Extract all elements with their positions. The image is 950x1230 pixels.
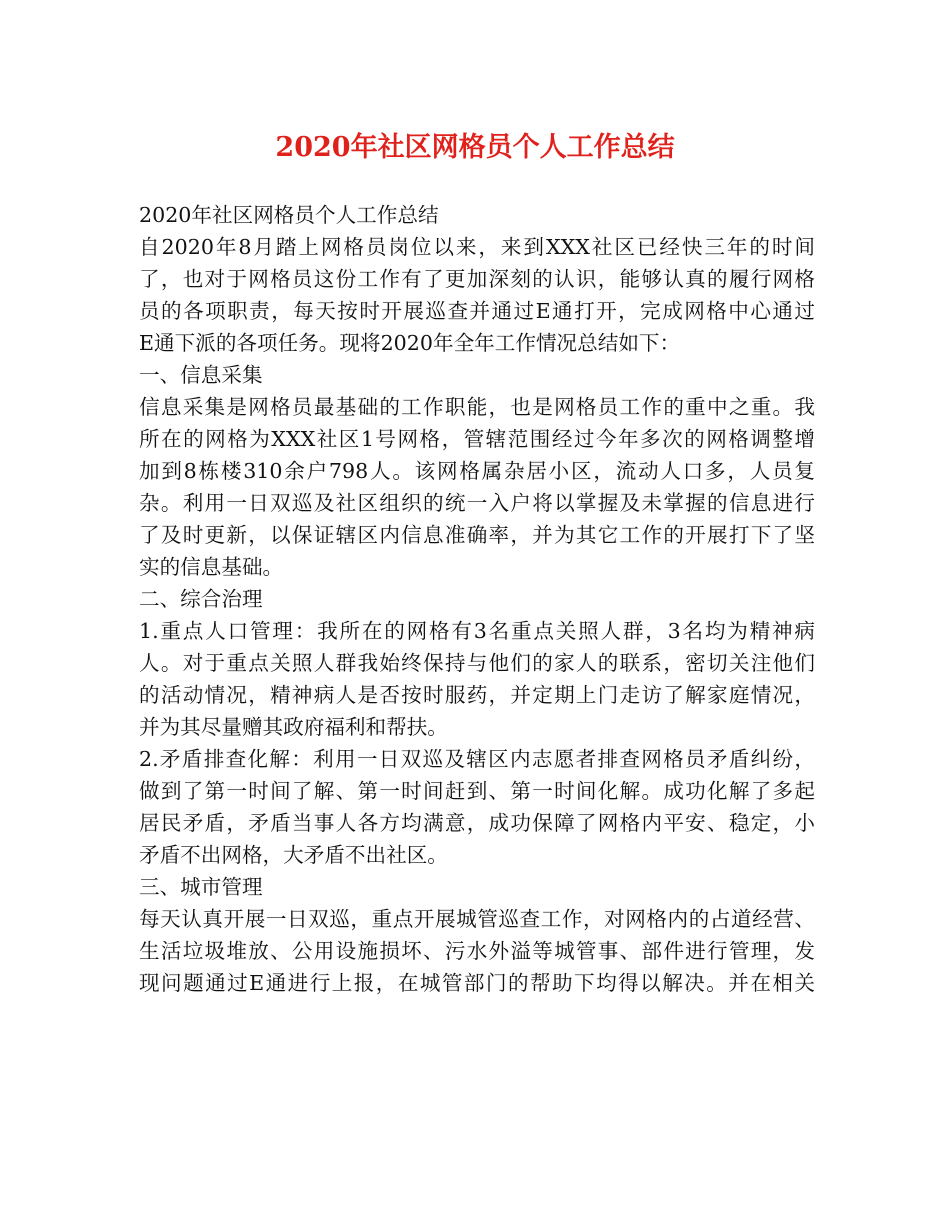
text-line: 2.矛盾排查化解：利用一日双巡及辖区内志愿者排查网格员矛盾纠纷， <box>139 747 815 771</box>
text-line: 矛盾不出网格，大矛盾不出社区。 <box>139 843 448 867</box>
text-line: 了，也对于网格员这份工作有了更加深刻的认识，能够认真的履行网格 <box>139 267 815 291</box>
document-title: 2020年社区网格员个人工作总结 <box>275 132 675 163</box>
text-line: 了及时更新，以保证辖区内信息准确率，并为其它工作的开展打下了坚 <box>139 523 815 547</box>
text-line: 一、信息采集 <box>139 363 263 387</box>
text-line: 所在的网格为XXX社区1号网格，管辖范围经过今年多次的网格调整增 <box>139 427 815 451</box>
text-line: 做到了第一时间了解、第一时间赶到、第一时间化解。成功化解了多起 <box>139 779 815 803</box>
text-line: 二、综合治理 <box>139 587 263 611</box>
text-line: 现问题通过E通进行上报，在城管部门的帮助下均得以解决。并在相关 <box>139 971 815 995</box>
text-line: 并为其尽量赠其政府福利和帮扶。 <box>139 715 448 739</box>
text-line: 员的各项职责，每天按时开展巡查并通过E通打开，完成网格中心通过 <box>139 299 815 323</box>
text-line: 信息采集是网格员最基础的工作职能，也是网格员工作的重中之重。我 <box>139 395 815 419</box>
text-line: 杂。利用一日双巡及社区组织的统一入户将以掌握及未掌握的信息进行 <box>139 491 815 515</box>
text-line: 1.重点人口管理：我所在的网格有3名重点关照人群，3名均为精神病 <box>139 619 815 643</box>
text-line: 2020年社区网格员个人工作总结 <box>139 203 439 227</box>
text-line: 生活垃圾堆放、公用设施损坏、污水外溢等城管事、部件进行管理，发 <box>139 939 815 963</box>
text-line: 人。对于重点关照人群我始终保持与他们的家人的联系，密切关注他们 <box>139 651 815 675</box>
text-line: 每天认真开展一日双巡，重点开展城管巡查工作，对网格内的占道经营、 <box>139 907 815 931</box>
document-body <box>139 199 815 999</box>
text-line: E通下派的各项任务。现将2020年全年工作情况总结如下： <box>139 331 681 355</box>
text-line: 加到8栋楼310余户798人。该网格属杂居小区，流动人口多，人员复 <box>139 459 815 483</box>
text-line: 实的信息基础。 <box>139 555 284 579</box>
text-line: 居民矛盾，矛盾当事人各方均满意，成功保障了网格内平安、稳定，小 <box>139 811 815 835</box>
text-line: 的活动情况，精神病人是否按时服药，并定期上门走访了解家庭情况， <box>139 683 815 707</box>
text-line: 自2020年8月踏上网格员岗位以来，来到XXX社区已经快三年的时间 <box>139 235 815 259</box>
text-line: 三、城市管理 <box>139 875 263 899</box>
